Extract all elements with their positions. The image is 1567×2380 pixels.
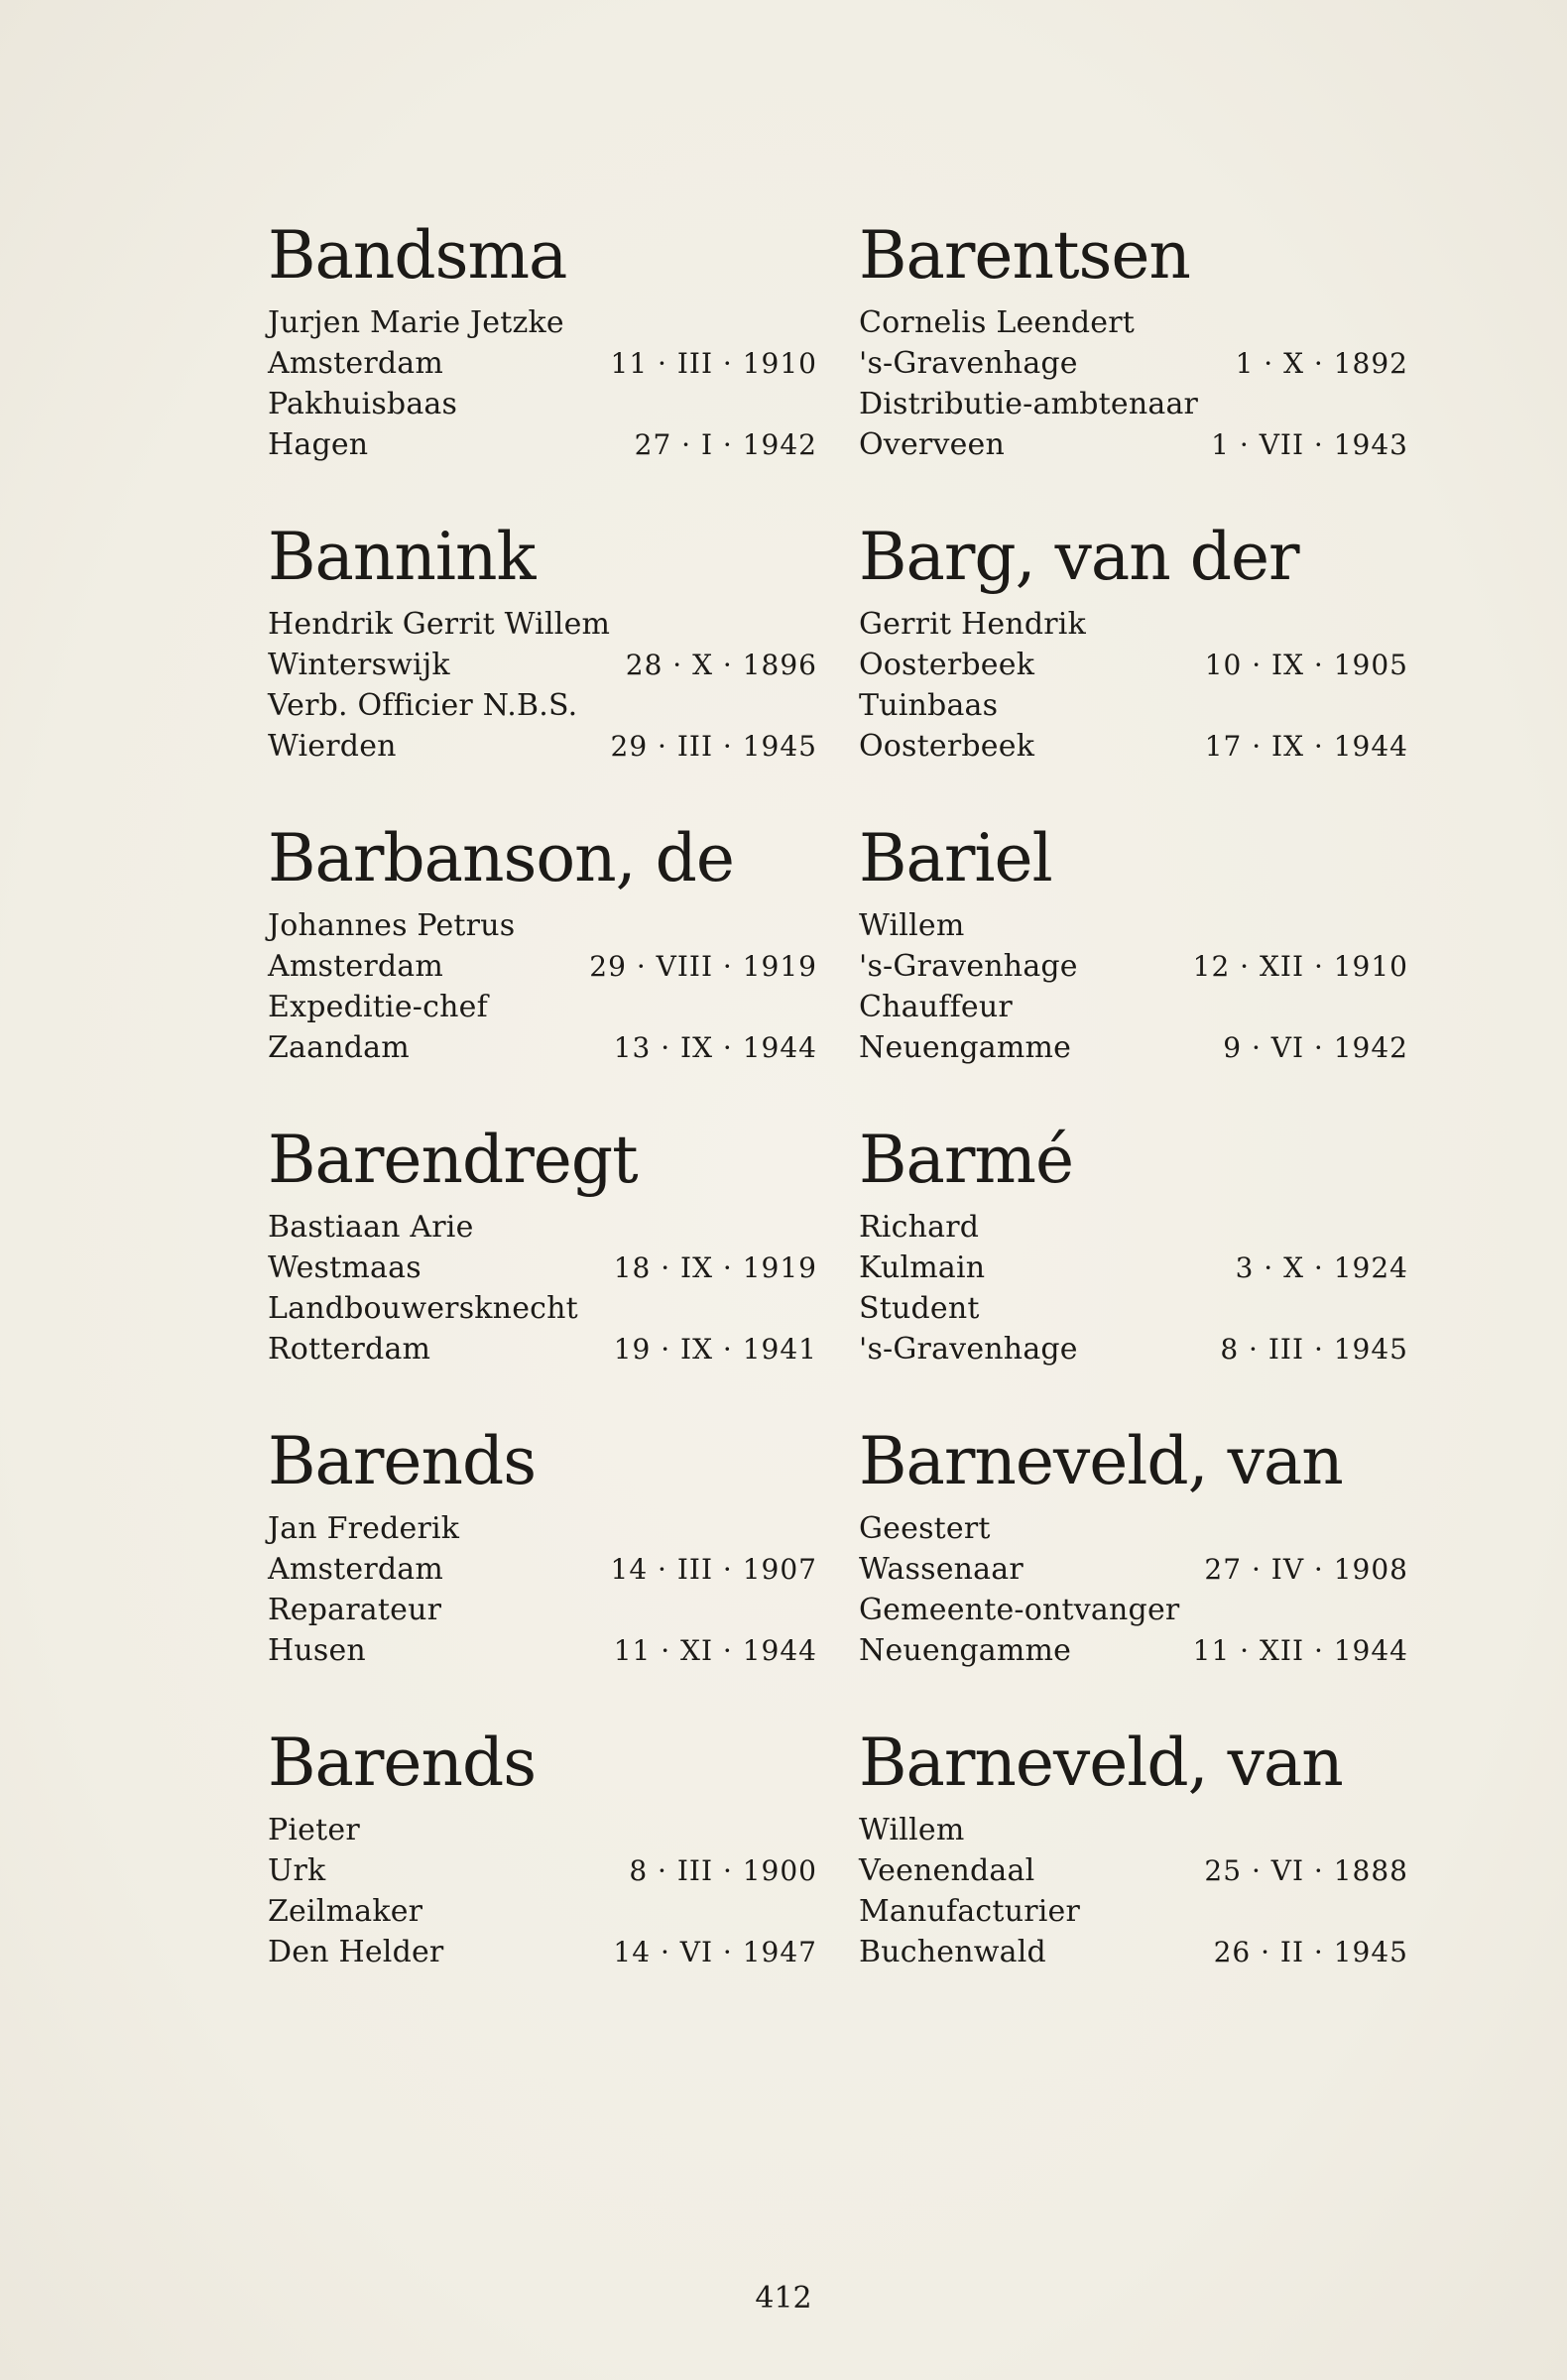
death-place: Neuengamme [859,1633,1072,1668]
occupation-line [859,1590,1414,1630]
birth-date: 3 · X · 1924 [1235,1251,1408,1284]
entry [859,796,1414,1098]
surname: Barends [268,1725,537,1801]
death-line [268,1630,823,1671]
occupation: Zeilmaker [268,1894,423,1929]
given-names: Johannes Petrus [268,908,516,943]
given-names-line [268,1207,823,1248]
birth-place: Westmaas [268,1250,422,1285]
death-date: 26 · II · 1945 [1213,1936,1408,1968]
death-place: Den Helder [268,1935,444,1969]
death-date: 29 · III · 1945 [610,730,817,763]
entry [268,495,823,796]
birth-date: 1 · X · 1892 [1235,347,1408,380]
birth-line [268,1549,823,1590]
death-place: Oosterbeek [859,729,1035,764]
birth-line [859,1850,1414,1891]
entry [859,1098,1414,1399]
given-names: Gerrit Hendrik [859,607,1086,642]
death-line [268,726,823,767]
birth-place: Veenendaal [859,1853,1035,1888]
birth-line [859,343,1414,384]
death-date: 1 · VII · 1943 [1211,428,1408,461]
surname: Bandsma [268,217,567,294]
death-line [859,726,1414,767]
given-names-line [268,302,823,343]
death-date: 14 · VI · 1947 [613,1936,817,1968]
death-date: 11 · XI · 1944 [613,1634,817,1667]
death-place: Zaandam [268,1030,410,1065]
death-place: Wierden [268,729,397,764]
given-names-line [268,905,823,946]
surname: Barneveld, van [859,1725,1343,1801]
death-date: 11 · XII · 1944 [1192,1634,1408,1667]
surname: Bannink [268,519,536,595]
surname: Barentsen [859,217,1190,294]
given-names-line [859,1508,1414,1549]
birth-place: Winterswijk [268,648,450,682]
entry [268,1701,823,2002]
death-line [859,1027,1414,1068]
birth-place: Amsterdam [268,346,443,381]
given-names: Jurjen Marie Jetzke [268,305,564,340]
birth-line [268,1850,823,1891]
death-line [268,1027,823,1068]
occupation: Verb. Officier N.B.S. [268,688,578,723]
death-line [859,1329,1414,1369]
occupation-line [268,987,823,1027]
birth-date: 29 · VIII · 1919 [589,950,817,983]
given-names: Pieter [268,1813,360,1847]
occupation: Expeditie-chef [268,990,488,1024]
surname: Barendregt [268,1122,638,1198]
given-names: Willem [859,908,965,943]
birth-date: 28 · X · 1896 [625,649,817,681]
death-place: Hagen [268,427,369,462]
surname: Barneveld, van [859,1423,1343,1499]
occupation-line [859,987,1414,1027]
given-names-line [859,1207,1414,1248]
entry [268,796,823,1098]
death-line [859,424,1414,465]
given-names: Hendrik Gerrit Willem [268,607,611,642]
death-line [268,1932,823,1972]
given-names: Richard [859,1210,980,1245]
given-names: Bastiaan Arie [268,1210,474,1245]
birth-place: 's-Gravenhage [859,346,1078,381]
death-line [859,1932,1414,1972]
occupation: Reparateur [268,1593,442,1627]
birth-line [859,1549,1414,1590]
given-names-line [859,1810,1414,1850]
death-line [268,424,823,465]
birth-line [859,645,1414,685]
entry [859,193,1414,495]
birth-place: Oosterbeek [859,648,1035,682]
death-line [268,1329,823,1369]
occupation: Pakhuisbaas [268,387,458,421]
surname: Barg, van der [859,519,1299,595]
given-names: Willem [859,1813,965,1847]
given-names-line [268,604,823,645]
surname: Barbanson, de [268,820,734,896]
birth-date: 25 · VI · 1888 [1204,1854,1408,1887]
occupation: Manufacturier [859,1894,1081,1929]
birth-place: Wassenaar [859,1552,1024,1587]
entry [268,1399,823,1701]
left-column [268,193,823,2002]
given-names-line [859,302,1414,343]
occupation-line [268,1891,823,1932]
death-place: 's-Gravenhage [859,1332,1078,1367]
birth-line [268,946,823,987]
birth-line [268,1248,823,1288]
birth-date: 11 · III · 1910 [610,347,817,380]
occupation-line [859,1891,1414,1932]
occupation-line [268,1288,823,1329]
birth-line [859,946,1414,987]
birth-place: Kulmain [859,1250,986,1285]
occupation-line [268,384,823,424]
entry [859,1399,1414,1701]
occupation: Distributie-ambtenaar [859,387,1199,421]
given-names: Geestert [859,1511,991,1546]
right-column [859,193,1414,2002]
given-names-line [268,1508,823,1549]
occupation: Chauffeur [859,990,1013,1024]
death-date: 27 · I · 1942 [634,428,817,461]
occupation: Gemeente-ontvanger [859,1593,1180,1627]
occupation-line [859,384,1414,424]
death-place: Neuengamme [859,1030,1072,1065]
occupation: Landbouwersknecht [268,1291,578,1326]
surname: Barends [268,1423,537,1499]
entry [268,193,823,495]
surname: Bariel [859,820,1052,896]
given-names-line [268,1810,823,1850]
given-names: Jan Frederik [268,1511,460,1546]
given-names-line [859,604,1414,645]
death-place: Buchenwald [859,1935,1046,1969]
death-place: Husen [268,1633,366,1668]
birth-line [859,1248,1414,1288]
entry [859,1701,1414,2002]
death-date: 8 · III · 1945 [1220,1333,1408,1366]
birth-line [268,645,823,685]
birth-date: 10 · IX · 1905 [1204,649,1408,681]
given-names: Cornelis Leendert [859,305,1136,340]
death-date: 17 · IX · 1944 [1204,730,1408,763]
occupation-line [268,685,823,726]
birth-date: 14 · III · 1907 [610,1553,817,1586]
death-date: 13 · IX · 1944 [613,1031,817,1064]
death-place: Overveen [859,427,1006,462]
occupation-line [859,1288,1414,1329]
entry [268,1098,823,1399]
birth-place: Amsterdam [268,949,443,984]
birth-date: 18 · IX · 1919 [613,1251,817,1284]
occupation: Student [859,1291,980,1326]
entry [859,495,1414,796]
birth-date: 8 · III · 1900 [629,1854,817,1887]
occupation: Tuinbaas [859,688,999,723]
given-names-line [859,905,1414,946]
page-number: 412 [755,2281,812,2316]
occupation-line [859,685,1414,726]
birth-place: Amsterdam [268,1552,443,1587]
birth-date: 12 · XII · 1910 [1192,950,1408,983]
birth-line [268,343,823,384]
death-date: 19 · IX · 1941 [613,1333,817,1366]
surname: Barmé [859,1122,1074,1198]
birth-date: 27 · IV · 1908 [1204,1553,1408,1586]
birth-place: Urk [268,1853,326,1888]
birth-place: 's-Gravenhage [859,949,1078,984]
death-date: 9 · VI · 1942 [1223,1031,1408,1064]
occupation-line [268,1590,823,1630]
death-place: Rotterdam [268,1332,431,1367]
death-line [859,1630,1414,1671]
